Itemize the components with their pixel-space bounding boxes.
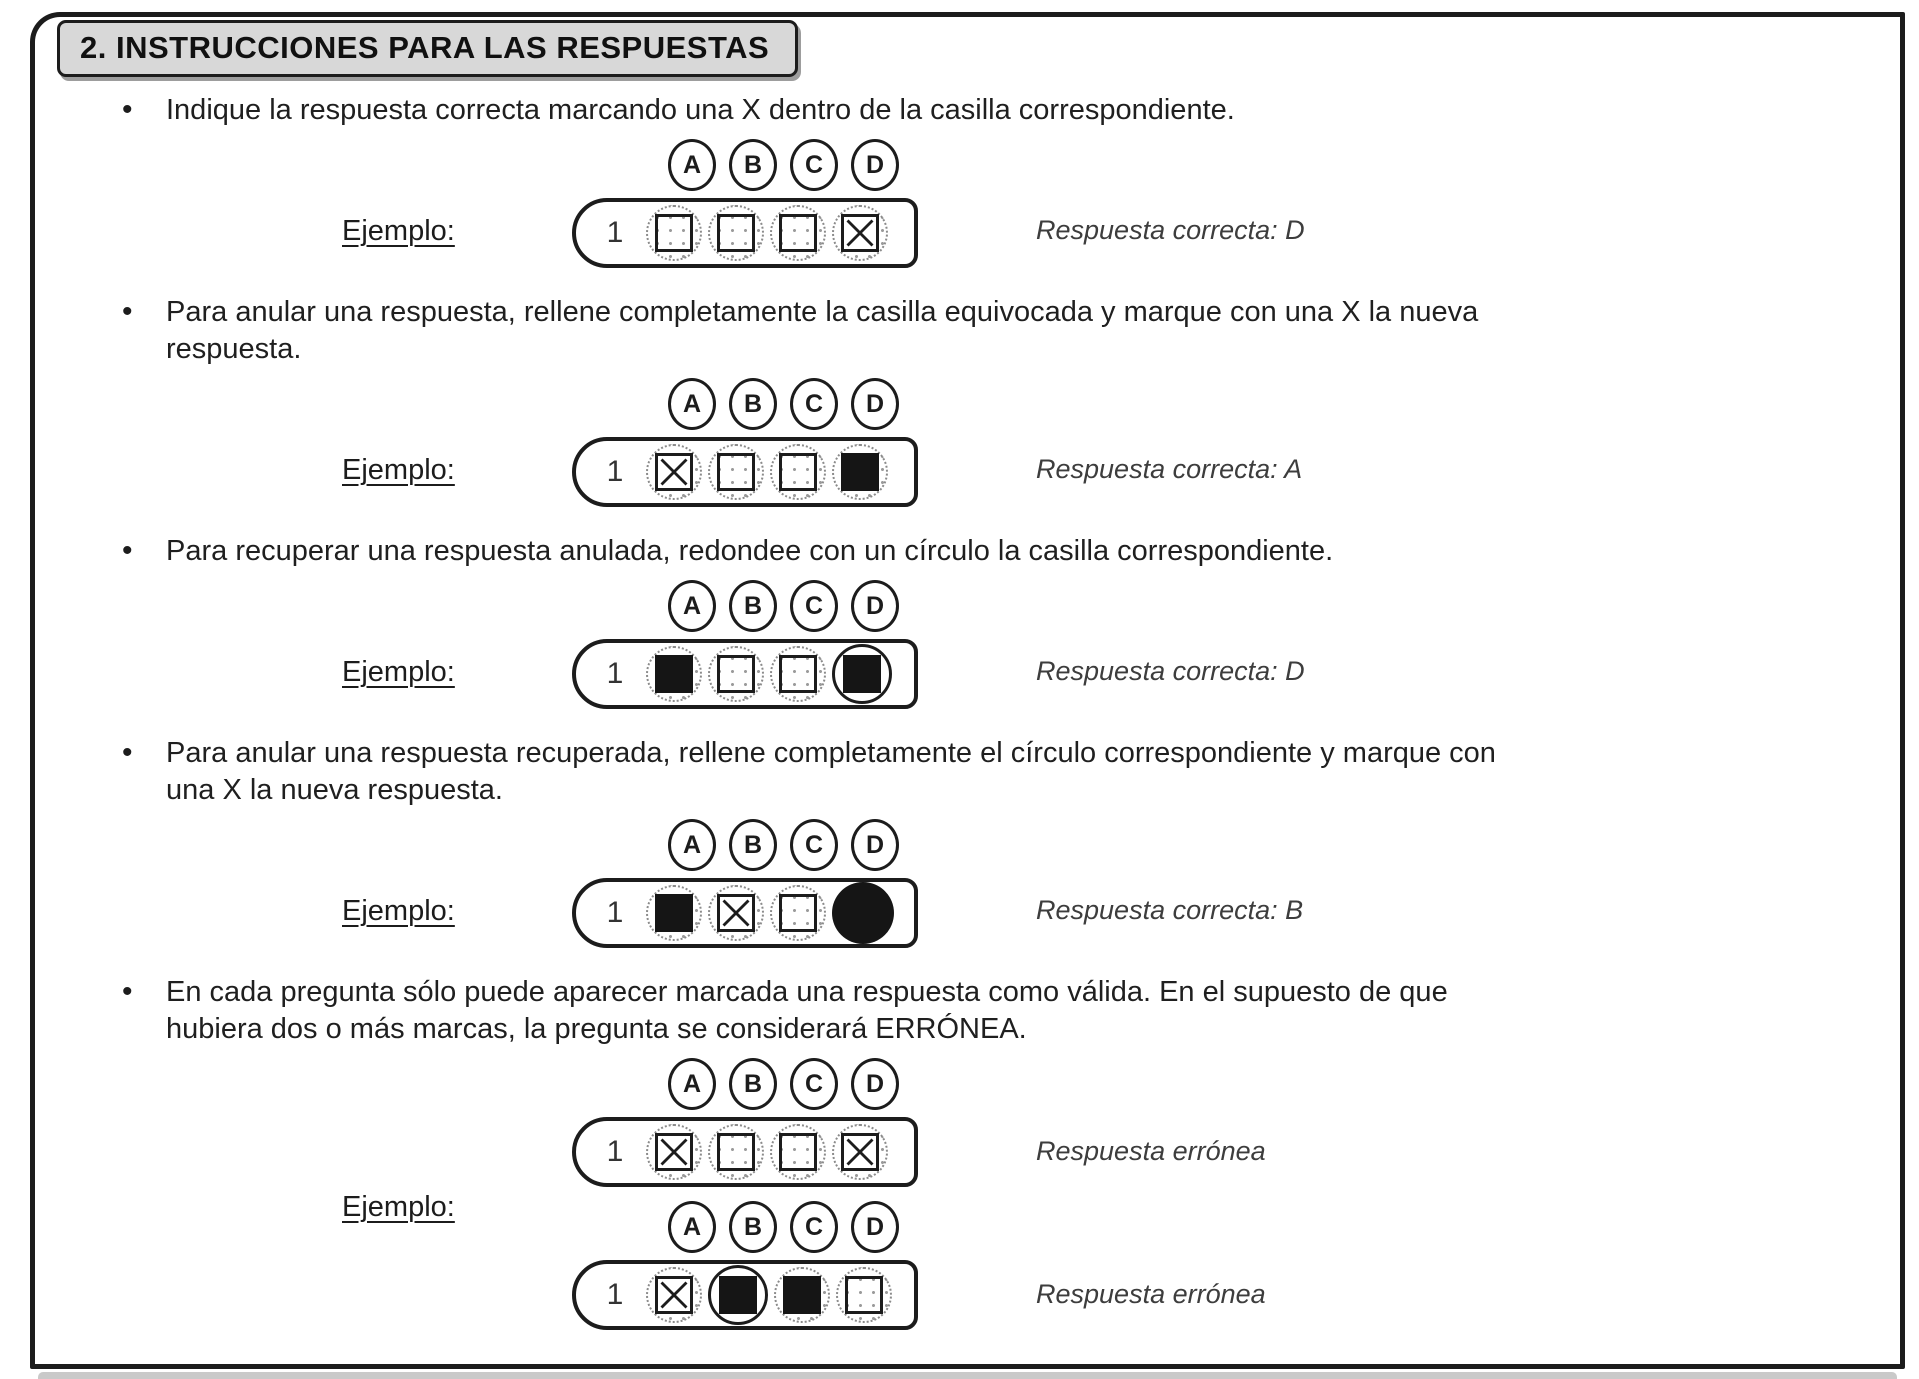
filled-box [843, 655, 881, 693]
instruction-text: Para recuperar una respuesta anulada, redondee con un círculo la casilla correspondiente. [166, 535, 1334, 567]
option-letter-d-icon: D [851, 378, 899, 430]
option-letter-d-icon: D [851, 1058, 899, 1110]
option-letter-a-icon: A [668, 1201, 716, 1253]
answer-example [572, 1201, 918, 1330]
answer-cells [646, 644, 892, 704]
option-letters-row [668, 139, 918, 191]
option-letters-row [668, 1201, 918, 1253]
answer-cell-c-empty [770, 885, 826, 941]
ejemplo-label: Ejemplo: [342, 215, 455, 247]
instructions-content [60, 92, 1869, 1356]
option-letter-a-icon: A [668, 580, 716, 632]
next-section-edge [38, 1372, 1897, 1379]
answer-cell-d-circled-filled [832, 644, 892, 704]
bullet-icon: • [122, 93, 133, 126]
example-block [60, 378, 1869, 507]
empty-box [779, 1133, 817, 1171]
ejemplo-label: Ejemplo: [342, 454, 455, 486]
answer-cell-a-filled [646, 646, 702, 702]
answer-example [572, 378, 918, 507]
instruction-text: Indique la respuesta correcta marcando una X dentro de la casilla correspondiente. [166, 94, 1235, 126]
x-marked-box [655, 1133, 693, 1171]
option-letter-c-icon: C [790, 378, 838, 430]
example-block [60, 819, 1869, 948]
answer-cell-a-empty [646, 205, 702, 261]
answer-cells [646, 882, 894, 944]
empty-box [717, 1133, 755, 1171]
x-marked-box [655, 1276, 693, 1314]
option-letters-row [668, 1058, 918, 1110]
answer-cells [646, 1265, 892, 1325]
option-letter-b-icon: B [729, 139, 777, 191]
answer-cell-c-filled [774, 1267, 830, 1323]
option-letter-b-icon: B [729, 819, 777, 871]
option-letter-a-icon: A [668, 139, 716, 191]
option-letter-c-icon: C [790, 580, 838, 632]
option-letter-c-icon: C [790, 1201, 838, 1253]
bullet-icon: • [122, 534, 133, 567]
answer-cell-b-x [708, 885, 764, 941]
instruction-section-3 [60, 533, 1869, 709]
option-letter-c-icon: C [790, 139, 838, 191]
option-letter-b-icon: B [729, 1058, 777, 1110]
filled-box [841, 453, 879, 491]
answer-cell-c-empty [770, 205, 826, 261]
answer-cell-b-empty [708, 1124, 764, 1180]
example-block [60, 139, 1869, 268]
answer-strip [572, 1117, 918, 1187]
answer-cell-c-empty [770, 444, 826, 500]
answer-cell-b-empty [708, 444, 764, 500]
answer-cell-d-filled [832, 444, 888, 500]
option-letter-d-icon: D [851, 819, 899, 871]
example-block [60, 580, 1869, 709]
question-number: 1 [606, 1135, 624, 1168]
empty-box [717, 214, 755, 252]
result-text: Respuesta correcta: A [1036, 454, 1303, 484]
empty-box [717, 453, 755, 491]
answer-cells [646, 444, 888, 500]
x-mark-icon [845, 1137, 875, 1167]
instruction-text: Para anular una respuesta, rellene completamente la casilla equivocada y marque con una X la nueva respuesta. [166, 296, 1479, 365]
ejemplo-label: Ejemplo: [342, 895, 455, 927]
bullet-icon: • [122, 295, 133, 328]
empty-box [845, 1276, 883, 1314]
empty-box [779, 655, 817, 693]
answer-cell-c-empty [770, 1124, 826, 1180]
option-letter-c-icon: C [790, 1058, 838, 1110]
option-letter-c-icon: C [790, 819, 838, 871]
answer-cell-b-circled-filled [708, 1265, 768, 1325]
option-letter-b-icon: B [729, 378, 777, 430]
bullet-row [60, 294, 1869, 368]
empty-box [717, 655, 755, 693]
example-block-double [60, 1058, 1869, 1330]
option-letter-a-icon: A [668, 1058, 716, 1110]
answer-cells [646, 1124, 888, 1180]
option-letter-d-icon: D [851, 580, 899, 632]
question-number: 1 [606, 455, 624, 488]
bullet-row [60, 735, 1869, 809]
instruction-section-4 [60, 735, 1869, 948]
x-mark-icon [845, 218, 875, 248]
bullet-row [60, 974, 1869, 1048]
answer-strip [572, 198, 918, 268]
answer-example [572, 819, 918, 948]
answer-cell-a-x [646, 1124, 702, 1180]
instruction-section-1 [60, 92, 1869, 268]
example-row [520, 1058, 1266, 1187]
instruction-text: Para anular una respuesta recuperada, rellene completamente el círculo correspondiente y marque con una X la nueva respuesta. [166, 737, 1496, 806]
bullet-icon: • [122, 736, 133, 769]
result-text: Respuesta errónea [1036, 1279, 1266, 1309]
filled-box [655, 894, 693, 932]
option-letter-a-icon: A [668, 819, 716, 871]
empty-box [779, 214, 817, 252]
bullet-row [60, 92, 1869, 129]
empty-box [779, 894, 817, 932]
answer-cell-d-x [832, 1124, 888, 1180]
x-mark-icon [659, 457, 689, 487]
answer-cell-d-x [832, 205, 888, 261]
ejemplo-label: Ejemplo: [342, 656, 455, 688]
result-text: Respuesta correcta: D [1036, 656, 1305, 686]
answer-cell-d-solid-circle [832, 882, 894, 944]
instruction-section-5 [60, 974, 1869, 1330]
filled-box [719, 1276, 757, 1314]
filled-box [783, 1276, 821, 1314]
answer-cell-a-x [646, 444, 702, 500]
result-text: Respuesta correcta: B [1036, 895, 1304, 925]
option-letters-row [668, 580, 918, 632]
result-text: Respuesta errónea [1036, 1136, 1266, 1166]
filled-box [655, 655, 693, 693]
result-text: Respuesta correcta: D [1036, 215, 1305, 245]
example-stack [520, 1058, 1266, 1330]
x-mark-icon [659, 1280, 689, 1310]
answer-cells [646, 205, 888, 261]
empty-box [655, 214, 693, 252]
section-title-box [57, 20, 798, 77]
answer-cell-a-filled [646, 885, 702, 941]
ejemplo-label: Ejemplo: [342, 1190, 455, 1223]
x-marked-box [717, 894, 755, 932]
answer-cell-a-x [646, 1267, 702, 1323]
x-marked-box [655, 453, 693, 491]
x-mark-icon [721, 898, 751, 928]
option-letter-b-icon: B [729, 580, 777, 632]
answer-cell-b-empty [708, 646, 764, 702]
answer-example [572, 139, 918, 268]
instruction-text: En cada pregunta sólo puede aparecer marcada una respuesta como válida. En el supuesto de que hubiera dos o más marcas, la pregunta se considerará ERRÓNEA. [166, 976, 1448, 1045]
option-letter-b-icon: B [729, 1201, 777, 1253]
empty-box [779, 453, 817, 491]
option-letter-d-icon: D [851, 1201, 899, 1253]
x-marked-box [841, 1133, 879, 1171]
answer-example [572, 580, 918, 709]
answer-cell-c-empty [770, 646, 826, 702]
answer-strip [572, 1260, 918, 1330]
bullet-row [60, 533, 1869, 570]
question-number: 1 [606, 216, 624, 249]
bullet-icon: • [122, 975, 133, 1008]
answer-example [572, 1058, 918, 1187]
answer-cell-d-empty [836, 1267, 892, 1323]
section-title: 2. INSTRUCCIONES PARA LAS RESPUESTAS [80, 30, 770, 65]
example-row [520, 1201, 1266, 1330]
option-letters-row [668, 378, 918, 430]
answer-cell-b-empty [708, 205, 764, 261]
answer-strip [572, 878, 918, 948]
question-number: 1 [606, 896, 624, 929]
option-letters-row [668, 819, 918, 871]
answer-strip [572, 437, 918, 507]
option-letter-a-icon: A [668, 378, 716, 430]
question-number: 1 [606, 657, 624, 690]
option-letter-d-icon: D [851, 139, 899, 191]
instruction-section-2 [60, 294, 1869, 507]
x-marked-box [841, 214, 879, 252]
answer-strip [572, 639, 918, 709]
x-mark-icon [659, 1137, 689, 1167]
question-number: 1 [606, 1278, 624, 1311]
